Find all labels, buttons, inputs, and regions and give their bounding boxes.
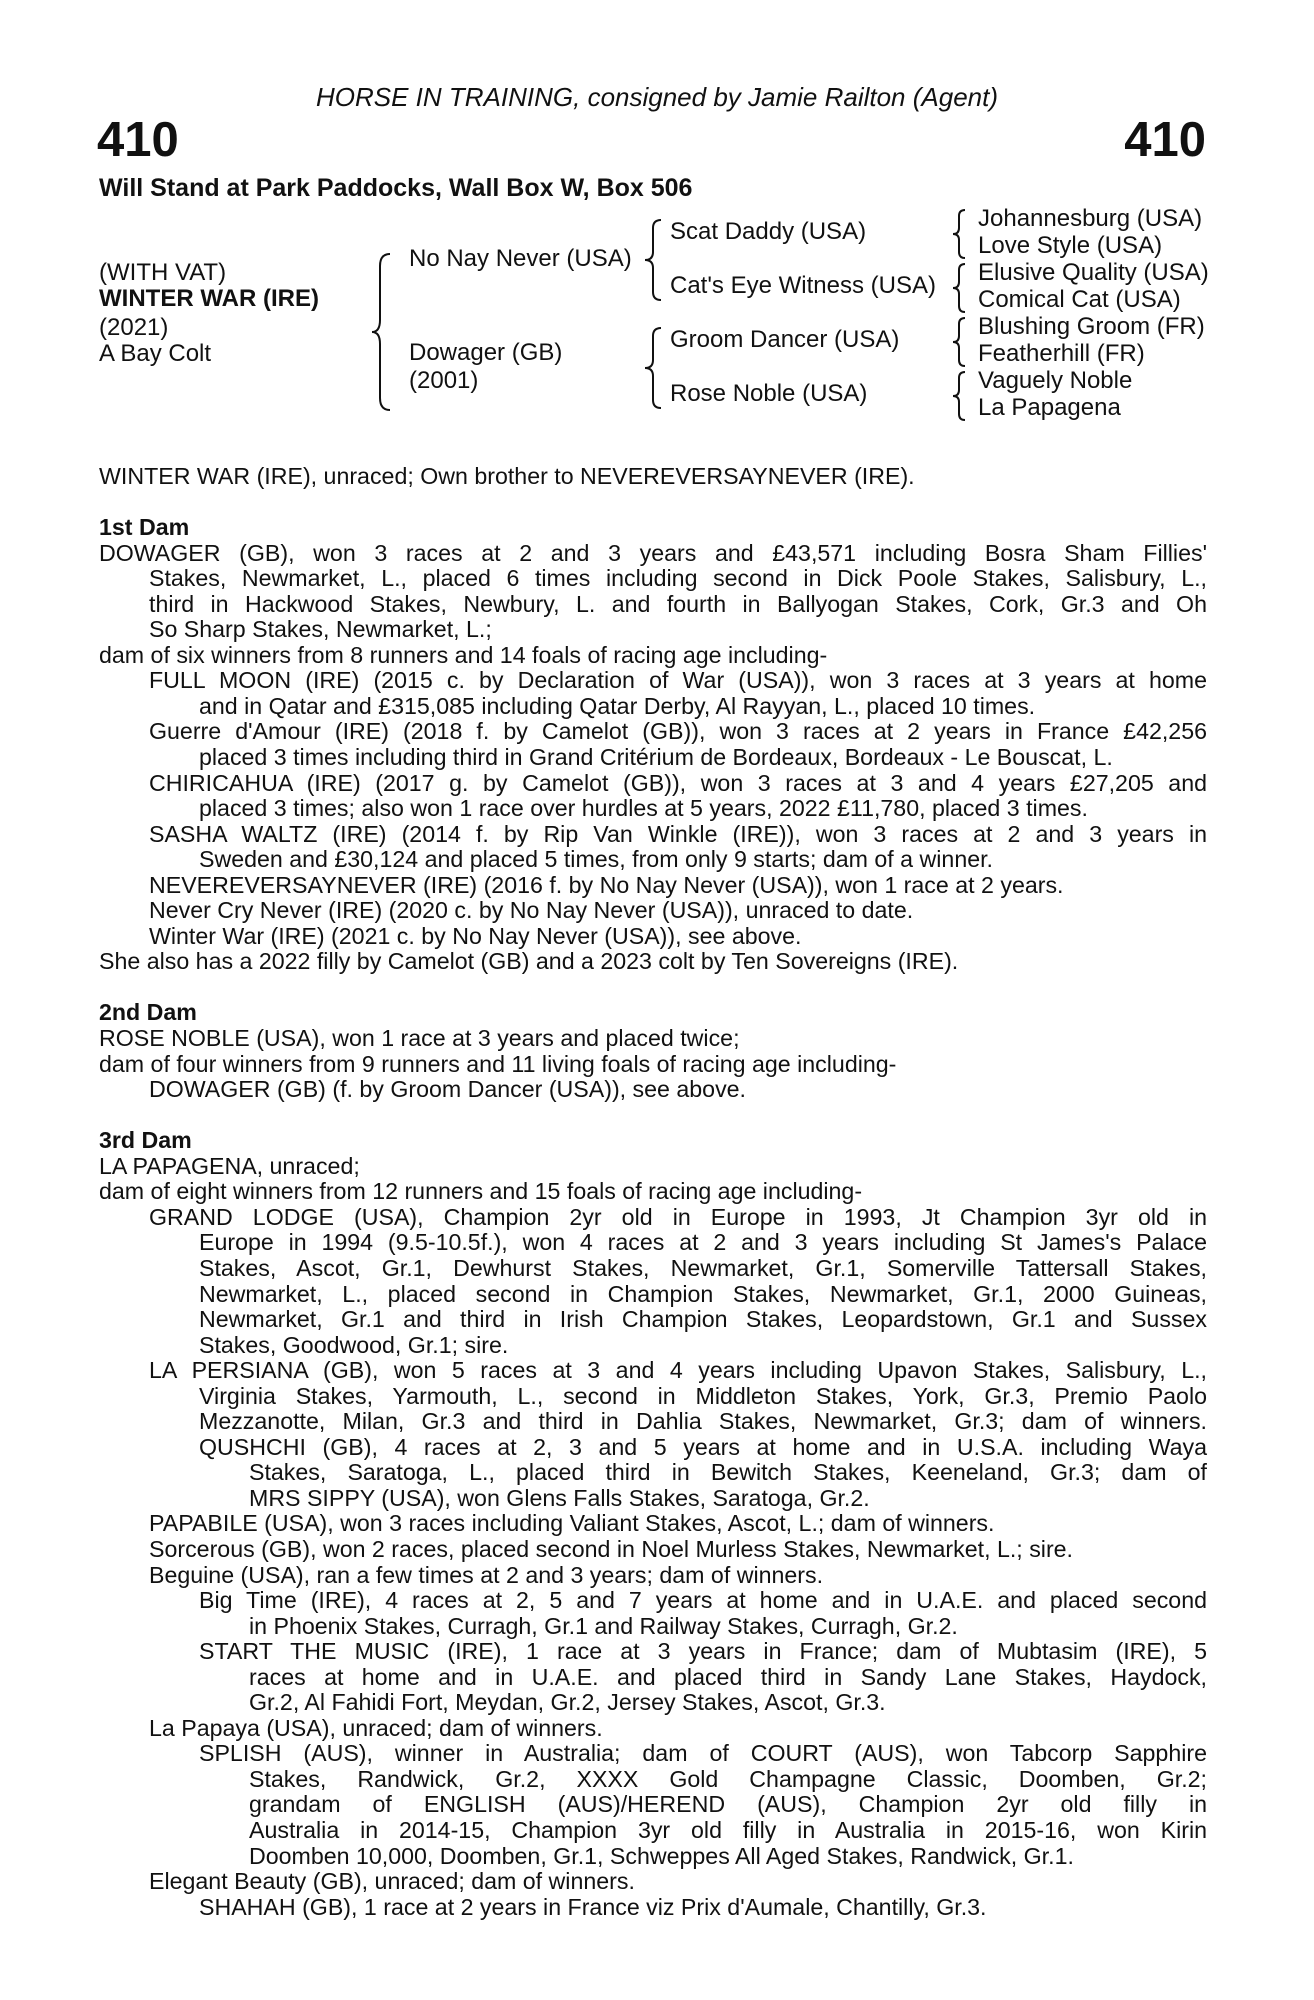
dam3-line: Virginia Stakes, Yarmouth, L., second in Middleton Stakes, York, Gr.3, Premio Paolo — [199, 1382, 1207, 1409]
dam3-line: LA PAPAGENA, unraced; — [99, 1152, 360, 1179]
dam1-line: So Sharp Stakes, Newmarket, L.; — [149, 616, 492, 643]
dam1-line: Stakes, Newmarket, L., placed 6 times including second in Dick Poole Stakes, Salisbury, L., — [149, 565, 1207, 592]
pedigree-brace-3a — [951, 208, 969, 260]
pedigree-brace-3c — [951, 316, 969, 368]
sd-sire: Elusive Quality (USA) — [978, 259, 1209, 286]
dam3-line: Doomben 10,000, Doomben, Gr.1, Schweppes All Aged Stakes, Randwick, Gr.1. — [249, 1842, 1074, 1869]
horse-name: WINTER WAR (IRE) — [99, 285, 319, 312]
dam1-line: placed 3 times; also won 1 race over hurdles at 5 years, 2022 £11,780, placed 3 times. — [199, 795, 1088, 822]
dam3-line: Newmarket, Gr.1 and third in Irish Champion Stakes, Leopardstown, Gr.1 and Sussex — [199, 1306, 1207, 1333]
dam: Dowager (GB) — [409, 339, 563, 366]
dam2-line: ROSE NOBLE (USA), won 1 race at 3 years and placed twice; — [99, 1025, 740, 1052]
dam3-line: Big Time (IRE), 4 races at 2, 5 and 7 years at home and in U.A.E. and placed second — [199, 1587, 1207, 1614]
second-dam-section — [99, 1026, 1207, 1103]
dam3-line: Newmarket, L., placed second in Champion Stakes, Newmarket, Gr.1, 2000 Guineas, — [199, 1280, 1207, 1307]
dam2-line: DOWAGER (GB) (f. by Groom Dancer (USA)), see above. — [149, 1076, 746, 1103]
dam1-line: FULL MOON (IRE) (2015 c. by Declaration of War (USA)), won 3 races at 3 years at home — [149, 667, 1207, 694]
dam3-line: Stakes, Ascot, Gr.1, Dewhurst Stakes, Newmarket, Gr.1, Somerville Tattersall Stakes, — [199, 1254, 1207, 1281]
dam3-line: Stakes, Goodwood, Gr.1; sire. — [199, 1331, 509, 1358]
consignment-header: HORSE IN TRAINING, consigned by Jamie Railton (Agent) — [315, 82, 999, 112]
dam3-line: MRS SIPPY (USA), won Glens Falls Stakes, Saratoga, Gr.2. — [249, 1484, 870, 1511]
stand-location: Will Stand at Park Paddocks, Wall Box W, Box 506 — [99, 174, 693, 202]
dam3-line: LA PERSIANA (GB), won 5 races at 3 and 4 years including Upavon Stakes, Salisbury, L., — [149, 1357, 1207, 1384]
pedigree-brace-main — [370, 252, 394, 412]
pedigree-brace-3b — [951, 262, 969, 314]
intro-line: WINTER WAR (IRE), unraced; Own brother to NEVEREVERSAYNEVER (IRE). — [99, 463, 915, 489]
dam1-line: third in Hackwood Stakes, Newbury, L. and fourth in Ballyogan Stakes, Cork, Gr.3 and Oh — [149, 590, 1207, 617]
sire: No Nay Never (USA) — [409, 245, 632, 272]
dam1-line: DOWAGER (GB), won 3 races at 2 and 3 years and £43,571 including Bosra Sham Fillies' — [99, 539, 1207, 566]
dam-dam: Rose Noble (USA) — [670, 380, 868, 407]
dam1-line: NEVEREVERSAYNEVER (IRE) (2016 f. by No Nay Never (USA)), won 1 race at 2 years. — [149, 871, 1064, 898]
sd-dam: Comical Cat (USA) — [978, 286, 1181, 313]
first-dam-section — [99, 541, 1207, 975]
dam1-line: and in Qatar and £315,085 including Qatar Derby, Al Rayyan, L., placed 10 times. — [199, 692, 1036, 719]
dam3-line: Australia in 2014-15, Champion 3yr old filly in Australia in 2015-16, won Kirin — [249, 1816, 1207, 1843]
dam1-line: SASHA WALTZ (IRE) (2014 f. by Rip Van Winkle (IRE)), won 3 races at 2 and 3 years in — [149, 820, 1207, 847]
sire-sire: Scat Daddy (USA) — [670, 218, 867, 245]
dam3-line: grandam of ENGLISH (AUS)/HEREND (AUS), Champion 2yr old filly in — [249, 1791, 1207, 1818]
dam2-line: dam of four winners from 9 runners and 11 living foals of racing age including- — [99, 1050, 897, 1077]
dam3-line: Elegant Beauty (GB), unraced; dam of winners. — [149, 1868, 635, 1895]
ds-sire: Blushing Groom (FR) — [978, 313, 1205, 340]
dam1-line: Winter War (IRE) (2021 c. by No Nay Never (USA)), see above. — [149, 922, 802, 949]
dam-year: (2001) — [409, 367, 479, 394]
dam3-line: Sorcerous (GB), won 2 races, placed second in Noel Murless Stakes, Newmarket, L.; sire. — [149, 1535, 1074, 1562]
dam1-line: CHIRICAHUA (IRE) (2017 g. by Camelot (GB)), won 3 races at 3 and 4 years £27,205 and — [149, 769, 1207, 796]
dam3-line: START THE MUSIC (IRE), 1 race at 3 years in France; dam of Mubtasim (IRE), 5 — [199, 1638, 1207, 1665]
third-dam-section — [99, 1154, 1207, 1920]
dam3-line: Europe in 1994 (9.5-10.5f.), won 4 races at 2 and 3 years including St James's Palace — [199, 1229, 1207, 1256]
dam3-line: Gr.2, Al Fahidi Fort, Meydan, Gr.2, Jersey Stakes, Ascot, Gr.3. — [249, 1689, 886, 1716]
dam3-line: Stakes, Saratoga, L., placed third in Bewitch Stakes, Keeneland, Gr.3; dam of — [249, 1459, 1207, 1486]
dam3-line: PAPABILE (USA), won 3 races including Valiant Stakes, Ascot, L.; dam of winners. — [149, 1510, 995, 1537]
dam3-line: Stakes, Randwick, Gr.2, XXXX Gold Champagne Classic, Doomben, Gr.2; — [249, 1765, 1207, 1792]
dam-sire: Groom Dancer (USA) — [670, 326, 900, 353]
dam1-line: She also has a 2022 filly by Camelot (GB) and a 2023 colt by Ten Sovereigns (IRE). — [99, 948, 959, 975]
dam1-line: Never Cry Never (IRE) (2020 c. by No Nay Never (USA)), unraced to date. — [149, 897, 914, 924]
dam3-line: SHAHAH (GB), 1 race at 2 years in France viz Prix d'Aumale, Chantilly, Gr.3. — [199, 1893, 987, 1920]
catalogue-body — [99, 464, 1207, 1920]
horse-description: A Bay Colt — [99, 340, 212, 367]
lot-number-right: 410 — [1124, 113, 1206, 167]
horse-year: (2021) — [99, 314, 169, 341]
ss-dam: Love Style (USA) — [978, 232, 1163, 259]
dd-dam: La Papagena — [978, 394, 1121, 421]
dam1-line: Sweden and £30,124 and placed 5 times, from only 9 starts; dam of a winner. — [199, 846, 993, 873]
dam3-line: SPLISH (AUS), winner in Australia; dam of COURT (AUS), won Tabcorp Sapphire — [199, 1740, 1207, 1767]
dam1-line: placed 3 times including third in Grand Critérium de Bordeaux, Bordeaux - Le Bouscat, L. — [199, 744, 1113, 771]
pedigree-brace-3d — [951, 370, 969, 422]
dam3-line: in Phoenix Stakes, Curragh, Gr.1 and Railway Stakes, Curragh, Gr.2. — [249, 1612, 958, 1639]
sire-dam: Cat's Eye Witness (USA) — [670, 272, 936, 299]
dam3-line: GRAND LODGE (USA), Champion 2yr old in Europe in 1993, Jt Champion 3yr old in — [149, 1203, 1207, 1230]
lot-number-left: 410 — [97, 113, 179, 167]
vat-note: (WITH VAT) — [99, 259, 227, 286]
first-dam-heading: 1st Dam — [99, 514, 190, 541]
dam3-line: dam of eight winners from 12 runners and 15 foals of racing age including- — [99, 1178, 863, 1205]
pedigree-brace-dam — [643, 326, 665, 410]
dam3-line: QUSHCHI (GB), 4 races at 2, 3 and 5 years at home and in U.S.A. including Waya — [199, 1433, 1207, 1460]
ds-dam: Featherhill (FR) — [978, 340, 1145, 367]
dam3-line: races at home and in U.A.E. and placed third in Sandy Lane Stakes, Haydock, — [249, 1663, 1207, 1690]
third-dam-heading: 3rd Dam — [99, 1127, 192, 1154]
pedigree-brace-sire — [643, 218, 665, 302]
dam1-line: Guerre d'Amour (IRE) (2018 f. by Camelot (GB)), won 3 races at 2 years in France £42,256 — [149, 718, 1207, 745]
second-dam-heading: 2nd Dam — [99, 999, 197, 1026]
dam3-line: Beguine (USA), ran a few times at 2 and 3 years; dam of winners. — [149, 1561, 824, 1588]
dd-sire: Vaguely Noble — [978, 367, 1133, 394]
dam3-line: La Papaya (USA), unraced; dam of winners. — [149, 1714, 603, 1741]
ss-sire: Johannesburg (USA) — [978, 205, 1203, 232]
dam3-line: Mezzanotte, Milan, Gr.3 and third in Dahlia Stakes, Newmarket, Gr.3; dam of winners. — [199, 1408, 1207, 1435]
dam1-line: dam of six winners from 8 runners and 14 foals of racing age including- — [99, 641, 828, 668]
